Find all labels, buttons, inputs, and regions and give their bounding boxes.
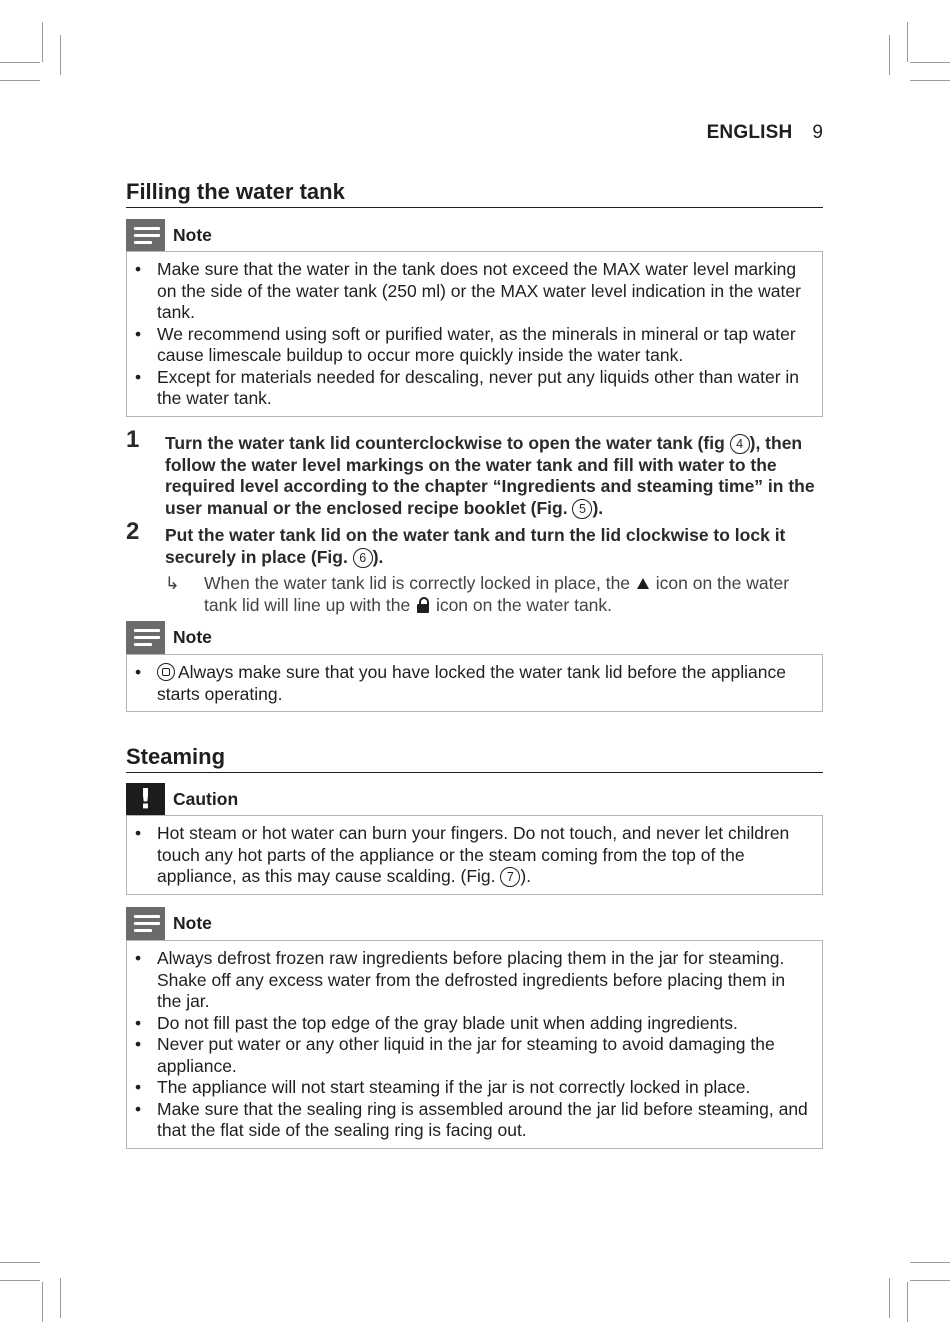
- note-item: • Do not fill past the top edge of the gray blade unit when adding ingredients.: [127, 1013, 812, 1035]
- page-number: 9: [812, 122, 823, 143]
- note-icon: [126, 621, 165, 654]
- crop-mark: [907, 22, 908, 62]
- note-icon: [126, 907, 165, 940]
- crop-mark: [0, 1262, 40, 1263]
- note-box: [126, 251, 823, 417]
- note-label: Note: [173, 912, 212, 933]
- lock-warning-icon: [157, 663, 175, 681]
- step-result: [165, 573, 815, 616]
- note-box: [126, 940, 823, 1149]
- crop-mark: [910, 1280, 950, 1281]
- note-label: Note: [173, 224, 212, 245]
- note-item: • Make sure that the water in the tank does not exceed the MAX water level marking on the side of the water tank (250 ml) or the MAX water level indication in the water tank.: [127, 259, 812, 324]
- crop-mark: [910, 62, 950, 63]
- lock-icon: [417, 597, 429, 613]
- crop-mark: [910, 80, 950, 81]
- triangle-icon: [637, 578, 649, 589]
- step-number: 2: [126, 518, 140, 545]
- note-item: • Never put water or any other liquid in the jar for steaming to avoid damaging the appliance.: [127, 1034, 812, 1077]
- note-header: [126, 621, 212, 653]
- note-item: • The appliance will not start steaming if the jar is not correctly locked in place.: [127, 1077, 812, 1099]
- step-2: [126, 518, 826, 568]
- crop-mark: [910, 1262, 950, 1263]
- crop-mark: [907, 1282, 908, 1322]
- caution-label: Caution: [173, 788, 239, 809]
- note-header: [126, 219, 212, 251]
- note-icon: [126, 219, 165, 252]
- caution-header: [126, 783, 238, 815]
- note-label: Note: [173, 626, 212, 647]
- note-item: • We recommend using soft or purified water, as the minerals in mineral or tap water cause limescale buildup to occur more quickly inside the water tank.: [127, 324, 812, 367]
- crop-mark: [42, 1282, 43, 1322]
- language-label: ENGLISH: [706, 122, 793, 143]
- crop-mark: [0, 80, 40, 81]
- crop-mark: [42, 22, 43, 62]
- caution-icon: !: [126, 783, 165, 816]
- crop-mark: [60, 35, 61, 75]
- result-text: When the water tank lid is correctly locked in place, the icon on the water tank lid will line up with the icon on the water tank.: [204, 573, 790, 615]
- caution-box: [126, 815, 823, 895]
- page-header: [707, 122, 823, 144]
- step-1: [126, 426, 826, 519]
- note-box: [126, 654, 823, 712]
- section-title-filling: Filling the water tank: [126, 179, 823, 208]
- section-title-steaming: Steaming: [126, 744, 823, 773]
- note-item: • Except for materials needed for descaling, never put any liquids other than water in the water tank.: [127, 367, 812, 410]
- crop-mark: [889, 35, 890, 75]
- figure-ref: 5: [572, 499, 592, 519]
- step-text: Turn the water tank lid counterclockwise to open the water tank (fig 4 ), then follow the water level markings on the water tank and fill with water to the required level according to the chapter “Ingredients and steaming time” in the user manual or the enclosed recipe booklet (Fig. 5 ).: [165, 433, 815, 518]
- note-header: [126, 907, 212, 939]
- step-text: Put the water tank lid on the water tank and turn the lid clockwise to lock it securely in place (Fig. 6 ).: [165, 525, 786, 567]
- note-item: • Always defrost frozen raw ingredients before placing them in the jar for steaming. Shake off any excess water from the defrosted ingredients before placing them in the jar.: [127, 948, 812, 1013]
- crop-mark: [60, 1278, 61, 1318]
- step-number: 1: [126, 426, 140, 453]
- crop-mark: [0, 62, 40, 63]
- note-item: • Make sure that the sealing ring is assembled around the jar lid before steaming, and that the flat side of the sealing ring is facing out.: [127, 1099, 812, 1142]
- figure-ref: 4: [730, 434, 750, 454]
- crop-mark: [889, 1278, 890, 1318]
- result-arrow-icon: ↳: [165, 573, 180, 593]
- note-item: • Always make sure that you have locked the water tank lid before the appliance starts operating.: [127, 662, 812, 705]
- crop-mark: [0, 1280, 40, 1281]
- caution-item: • Hot steam or hot water can burn your fingers. Do not touch, and never let children touch any hot parts of the appliance or the steam coming from the top of the appliance, as this may cause scalding. (Fig. 7 ).: [127, 823, 812, 888]
- figure-ref: 6: [353, 548, 373, 568]
- figure-ref: 7: [500, 867, 520, 887]
